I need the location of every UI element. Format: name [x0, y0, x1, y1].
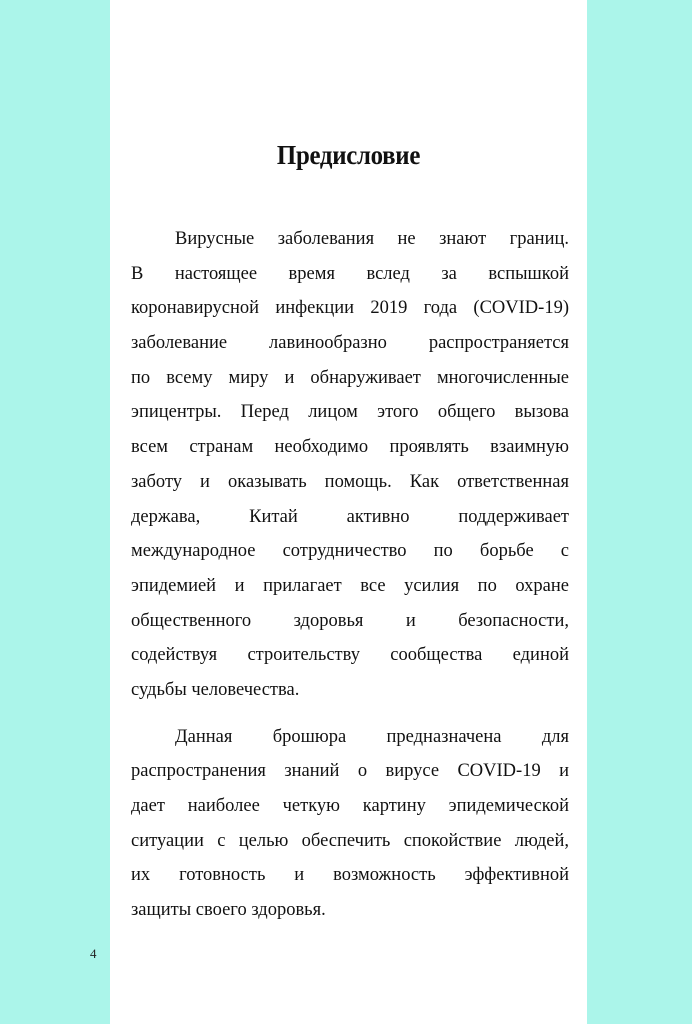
text-line: эпицентры. Перед лицом этого общего вызова [131, 402, 569, 423]
text-line: международное сотрудничество по борьбе с [131, 541, 569, 562]
text-line: дает наиболее четкую картину эпидемической [131, 796, 569, 816]
text-line: судьбы человечества. [131, 679, 300, 700]
text-line: распространения знаний о вирусе COVID-19 и [131, 761, 569, 782]
text-line: всем странам необходимо проявлять взаимную [131, 437, 569, 458]
paragraph-spacer [131, 708, 569, 720]
text-line: Вирусные заболевания не знают границ. [175, 229, 569, 249]
page-title: Предисловие [276, 140, 421, 170]
text-line: В настоящее время вслед за вспышкой [131, 263, 569, 284]
text-line: по всему миру и обнаруживает многочисленные [131, 367, 569, 388]
text-line: заболевание лавинообразно распространяется [131, 333, 569, 354]
paragraph-2 [131, 720, 569, 928]
text-line: защиты своего здоровья. [131, 900, 326, 921]
document-page [110, 0, 587, 1024]
text-line: общественного здоровья и безопасности, [131, 610, 569, 631]
text-line: ситуации с целью обеспечить спокойствие людей, [131, 830, 569, 851]
paragraph-1 [131, 222, 569, 708]
text-line: заботу и оказывать помощь. Как ответственная [131, 471, 569, 492]
text-line: держава, Китай активно поддерживает [131, 506, 569, 527]
text-line: содействуя строительству сообщества единой [131, 645, 569, 666]
page-number: 4 [90, 946, 97, 961]
text-line: эпидемией и прилагает все усилия по охране [131, 575, 569, 596]
text-line: Данная брошюра предназначена для [175, 726, 569, 747]
body-text [131, 222, 569, 928]
text-line: их готовность и возможность эффективной [131, 865, 569, 886]
text-line: коронавирусной инфекции 2019 года (COVID-19) [131, 298, 569, 319]
